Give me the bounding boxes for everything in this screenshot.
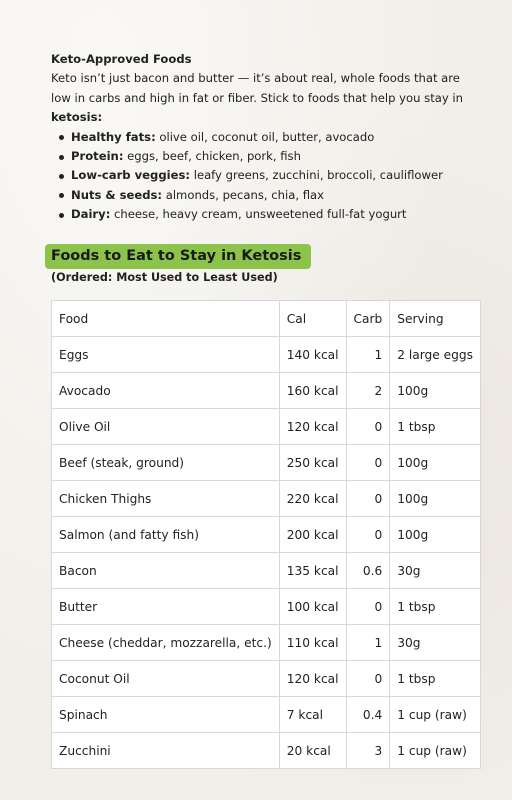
table-row [52, 517, 481, 553]
list-item-label: Nuts & seeds: [71, 187, 163, 202]
cell-food: Spinach [52, 697, 280, 733]
cell-carb: 0.6 [346, 553, 390, 589]
cell-food: Butter [52, 589, 280, 625]
cell-carb: 0 [346, 481, 390, 517]
cell-food: Bacon [52, 553, 280, 589]
cell-cal: 200 kcal [279, 517, 346, 553]
cell-carb: 1 [346, 337, 390, 373]
cell-serving: 1 tbsp [390, 661, 481, 697]
cell-carb: 0 [346, 661, 390, 697]
cell-food: Olive Oil [52, 409, 280, 445]
cell-cal: 160 kcal [279, 373, 346, 409]
cell-carb: 0 [346, 409, 390, 445]
cell-serving: 2 large eggs [390, 337, 481, 373]
cell-carb: 0.4 [346, 697, 390, 733]
cell-serving: 1 cup (raw) [390, 733, 481, 769]
table-row [52, 661, 481, 697]
cell-carb: 0 [346, 445, 390, 481]
cell-cal: 120 kcal [279, 409, 346, 445]
cell-carb: 2 [346, 373, 390, 409]
table-row [52, 481, 481, 517]
list-item-text: leafy greens, zucchini, broccoli, cauliflower [190, 168, 443, 183]
cell-carb: 1 [346, 625, 390, 661]
cell-serving: 100g [390, 445, 481, 481]
cell-cal: 120 kcal [279, 661, 346, 697]
cell-carb: 0 [346, 517, 390, 553]
cell-cal: 110 kcal [279, 625, 346, 661]
list-item [71, 128, 471, 147]
cell-food: Avocado [52, 373, 280, 409]
table-row [52, 337, 481, 373]
cell-food: Eggs [52, 337, 280, 373]
list-item-label: Protein: [71, 149, 124, 164]
cell-cal: 7 kcal [279, 697, 346, 733]
cell-carb: 0 [346, 589, 390, 625]
cell-carb: 3 [346, 733, 390, 769]
list-item-text: almonds, pecans, chia, flax [162, 187, 324, 202]
cell-food: Salmon (and fatty fish) [52, 517, 280, 553]
cell-cal: 220 kcal [279, 481, 346, 517]
list-item-label: Dairy: [71, 207, 111, 222]
cell-serving: 30g [390, 625, 481, 661]
list-item-label: Healthy fats: [71, 129, 156, 144]
column-header-food: Food [52, 301, 280, 337]
list-item [71, 147, 471, 166]
cell-serving: 1 tbsp [390, 589, 481, 625]
section-heading: Foods to Eat to Stay in Ketosis [45, 244, 311, 269]
cell-serving: 100g [390, 373, 481, 409]
column-header-serving: Serving [390, 301, 481, 337]
intro-title: Keto-Approved Foods [51, 52, 192, 66]
list-item [71, 166, 471, 185]
cell-cal: 250 kcal [279, 445, 346, 481]
cell-food: Zucchini [52, 733, 280, 769]
table-row [52, 589, 481, 625]
intro-section [51, 50, 471, 225]
list-item-text: eggs, beef, chicken, pork, fish [123, 149, 301, 164]
table-row [52, 409, 481, 445]
cell-serving: 30g [390, 553, 481, 589]
section-subheading: (Ordered: Most Used to Least Used) [51, 271, 278, 284]
food-category-list [51, 128, 471, 225]
table-row [52, 697, 481, 733]
table-header-row [52, 301, 481, 337]
table-row [52, 625, 481, 661]
cell-cal: 20 kcal [279, 733, 346, 769]
table-row [52, 553, 481, 589]
column-header-carb: Carb [346, 301, 390, 337]
cell-serving: 100g [390, 481, 481, 517]
cell-food: Cheese (cheddar, mozzarella, etc.) [52, 625, 280, 661]
cell-cal: 100 kcal [279, 589, 346, 625]
foods-table [51, 300, 481, 769]
intro-text-after: : [97, 110, 103, 125]
cell-serving: 1 cup (raw) [390, 697, 481, 733]
cell-serving: 1 tbsp [390, 409, 481, 445]
intro-text-bold: ketosis [51, 110, 98, 125]
cell-food: Chicken Thighs [52, 481, 280, 517]
cell-cal: 135 kcal [279, 553, 346, 589]
intro-paragraph [51, 69, 471, 127]
list-item-label: Low-carb veggies: [71, 168, 191, 183]
list-item [71, 205, 471, 224]
table-row [52, 733, 481, 769]
list-item-text: cheese, heavy cream, unsweetened full-fat yogurt [110, 207, 407, 222]
list-item [71, 186, 471, 205]
table-row [52, 445, 481, 481]
intro-text-before: Keto isn’t just bacon and butter — it’s about real, whole foods that are low in carbs and high in fat or fiber. Stick to foods that help you stay in [51, 71, 463, 105]
cell-serving: 100g [390, 517, 481, 553]
list-item-text: olive oil, coconut oil, butter, avocado [155, 129, 375, 144]
cell-food: Coconut Oil [52, 661, 280, 697]
cell-food: Beef (steak, ground) [52, 445, 280, 481]
cell-cal: 140 kcal [279, 337, 346, 373]
column-header-cal: Cal [279, 301, 346, 337]
table-row [52, 373, 481, 409]
